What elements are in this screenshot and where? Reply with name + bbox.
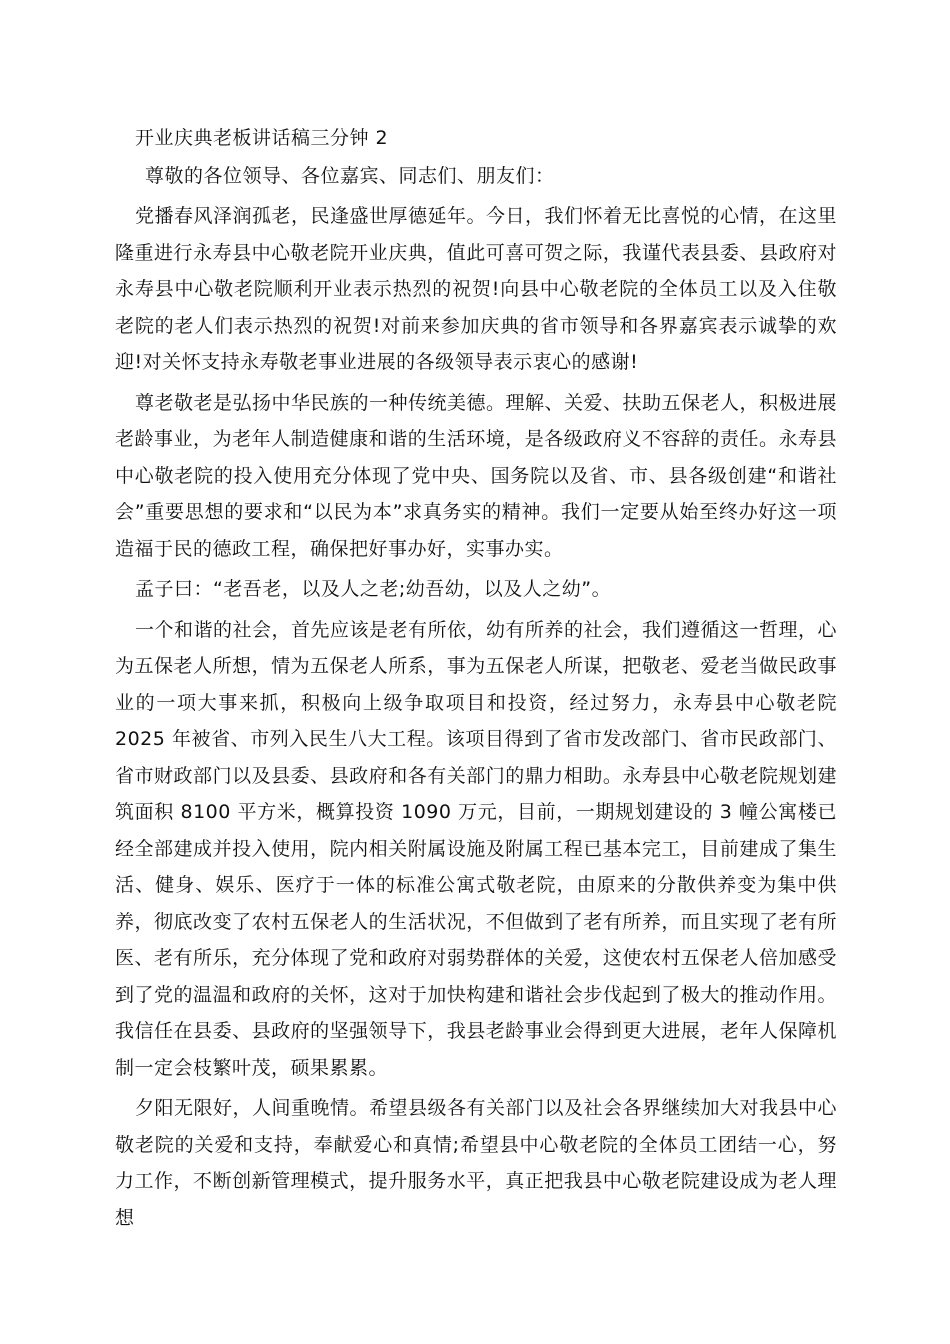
paragraph-respect-elders: 尊老敬老是弘扬中华民族的一种传统美德。理解、关爱、扶助五保老人，积极进展老龄事业，为老年人制造健康和谐的生活环境，是各级政府义不容辞的责任。永寿县中心敬老院的投入使用充分体现了党中央、国务院以及省、市、县各级创建“和谐社会”重要思想的要求和“以民为本”求真务实的精神。我们一定要从始至终办好这一项造福于民的德政工程，确保把好事办好，实事办实。 <box>115 391 838 560</box>
paragraph-harmonious-society: 一个和谐的社会，首先应该是老有所依，幼有所养的社会，我们遵循这一哲理，心为五保老人所想，情为五保老人所系，事为五保老人所谋，把敬老、爱老当做民政事业的一项大事来抓，积极向上级争取项目和投资，经过努力，永寿县中心敬老院 2025 年被省、市列入民生八大工程。该项目得到了省市发改部门、省市民政部门、省市财政部门以及县委、县政府和各有关部门的鼎力相助。永寿县中心敬老院规划建筑面积 8100 平方米，概算投资 1090 万元，目前，一期规划建设的 3 幢公寓楼已经全部建成并投入使用，院内相关附属设施及附属工程已基本完工，目前建成了集生活、健身、娱乐、医疗于一体的标准公寓式敬老院，由原来的分散供养变为集中供养，彻底改变了农村五保老人的生活状况，不但做到了老有所养，而且实现了老有所医、老有所乐，充分体现了党和政府对弱势群体的关爱，这使农村五保老人倍加感受到了党的温温和政府的关怀，这对于加快构建和谐社会步伐起到了极大的推动作用。我信任在县委、县政府的坚强领导下，我县老龄事业会得到更大进展，老年人保障机制一定会枝繁叶茂，硕果累累。 <box>115 618 838 1079</box>
document-body <box>115 124 837 1236</box>
paragraph-sunset: 夕阳无限好，人间重晚情。希望县级各有关部门以及社会各界继续加大对我县中心敬老院的关爱和支持，奉献爱心和真情;希望县中心敬老院的全体员工团结一心，努力工作，不断创新管理模式，提升服务水平，真正把我县中心敬老院建设成为老人理想 <box>115 1097 838 1229</box>
paragraph-mencius-quote: 孟子曰：“老吾老，以及人之老;幼吾幼，以及人之幼”。 <box>135 578 612 600</box>
salutation: 尊敬的各位领导、各位嘉宾、同志们、朋友们： <box>145 165 555 187</box>
document-title: 开业庆典老板讲话稿三分钟 2 <box>135 127 389 149</box>
paragraph-opening: 党播春风泽润孤老，民逢盛世厚德延年。今日，我们怀着无比喜悦的心情，在这里隆重进行永寿县中心敬老院开业庆典，值此可喜可贺之际，我谨代表县委、县政府对永寿县中心敬老院顺利开业表示热烈的祝贺!向县中心敬老院的全体员工以及入住敬老院的老人们表示热烈的祝贺!对前来参加庆典的省市领导和各界嘉宾表示诚挚的欢迎!对关怀支持永寿敬老事业进展的各级领导表示衷心的感谢! <box>115 205 838 373</box>
